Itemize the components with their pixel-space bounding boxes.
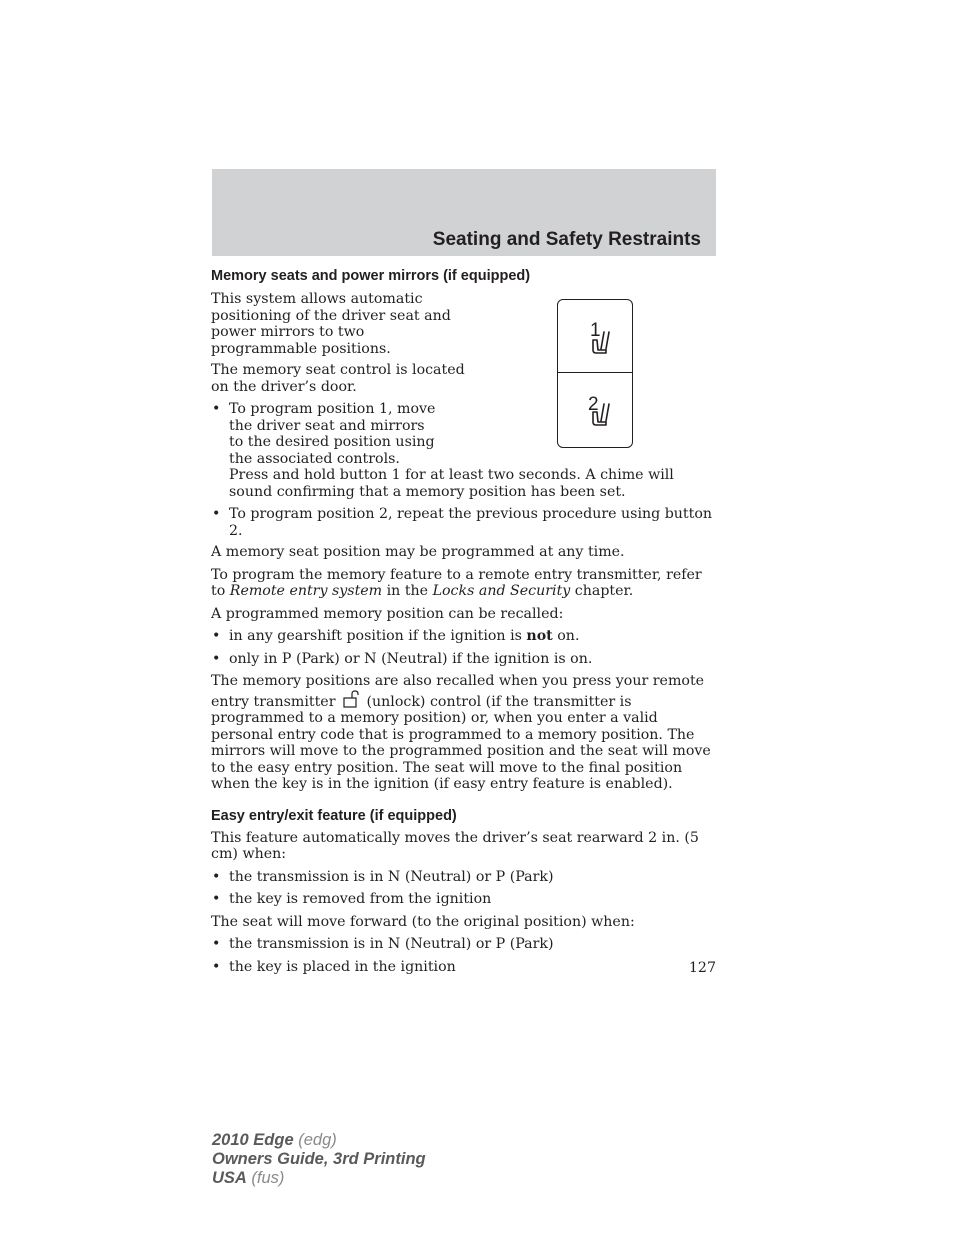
bullet: • [212, 401, 221, 417]
list-item-text: To program position 2, repeat the previous procedure using button 2. [229, 506, 713, 539]
easy-entry-heading: Easy entry/exit feature (if equipped) [211, 807, 457, 824]
list-item: • the transmission is in N (Neutral) or P (Park) [212, 936, 554, 952]
paragraph: This feature automatically moves the driver’s seat rearward 2 in. (5 cm) when: [211, 829, 699, 862]
bullet: • [212, 506, 221, 522]
memory-button-2-number: 2 [588, 394, 599, 415]
section-header-band [212, 169, 716, 256]
bullet: • [212, 868, 221, 885]
reference-remote-entry: Remote entry system [229, 583, 383, 599]
page-number: 127 [688, 960, 716, 976]
section-title: Seating and Safety Restraints [432, 229, 701, 250]
bullet: • [212, 650, 221, 667]
list-item: • only in P (Park) or N (Neutral) if the ignition is on. [212, 650, 593, 667]
bullet: • [212, 628, 221, 644]
paragraph: A memory seat position may be programmed at any time. [211, 544, 625, 560]
list-item: • in any gearshift position if the ignition is not on. [212, 628, 580, 644]
list-item: • the key is placed in the ignition [212, 958, 456, 975]
memory-seats-heading: Memory seats and power mirrors (if equipped) [211, 268, 531, 284]
memory-button-1-number: 1 [590, 320, 601, 341]
reference-locks-security: Locks and Security [432, 583, 571, 599]
bullet: • [212, 936, 221, 952]
page-content [211, 266, 716, 400]
unlock-icon [340, 690, 362, 708]
list-item: • the key is removed from the ignition [212, 891, 492, 907]
paragraph: A programmed memory position can be recalled: [211, 605, 564, 622]
list-item-text: To program position 1, move the driver seat and mirrors to the desired position using the associated controls. Press and hold button 1 for at least two seconds. A chime will sound confirming that a memory position has been set. [229, 401, 674, 500]
paragraph: The seat will move forward (to the original position) when: [211, 913, 635, 930]
paragraph: The memory positions are also recalled when you press your remote entry transmitter (unlock) control (if the transmitter is programmed to a memory position) or, when you enter a valid personal entry code that is programmed to a memory position. The mirrors will move to the programmed position and the seat will move to the easy entry position. The seat will move to the final position when the key is in the ignition (if easy entry feature is enabled). [211, 673, 711, 792]
paragraph: This system allows automatic positioning of the driver seat and power mirrors to two programmable positions. [211, 291, 451, 357]
list-item: • the transmission is in N (Neutral) or P (Park) [212, 868, 554, 885]
list-item [211, 506, 716, 539]
bullet: • [212, 958, 221, 975]
list-item [211, 401, 716, 500]
paragraph: The memory seat control is located on the driver’s door. [211, 362, 465, 395]
bullet: • [212, 891, 221, 907]
program-steps-block [211, 401, 716, 975]
document-footer: 2010 Edge (edg) Owners Guide, 3rd Printing USA (fus) [212, 1131, 426, 1187]
paragraph: To program the memory feature to a remote entry transmitter, refer to Remote entry system in the Locks and Security chapter. [211, 566, 702, 599]
